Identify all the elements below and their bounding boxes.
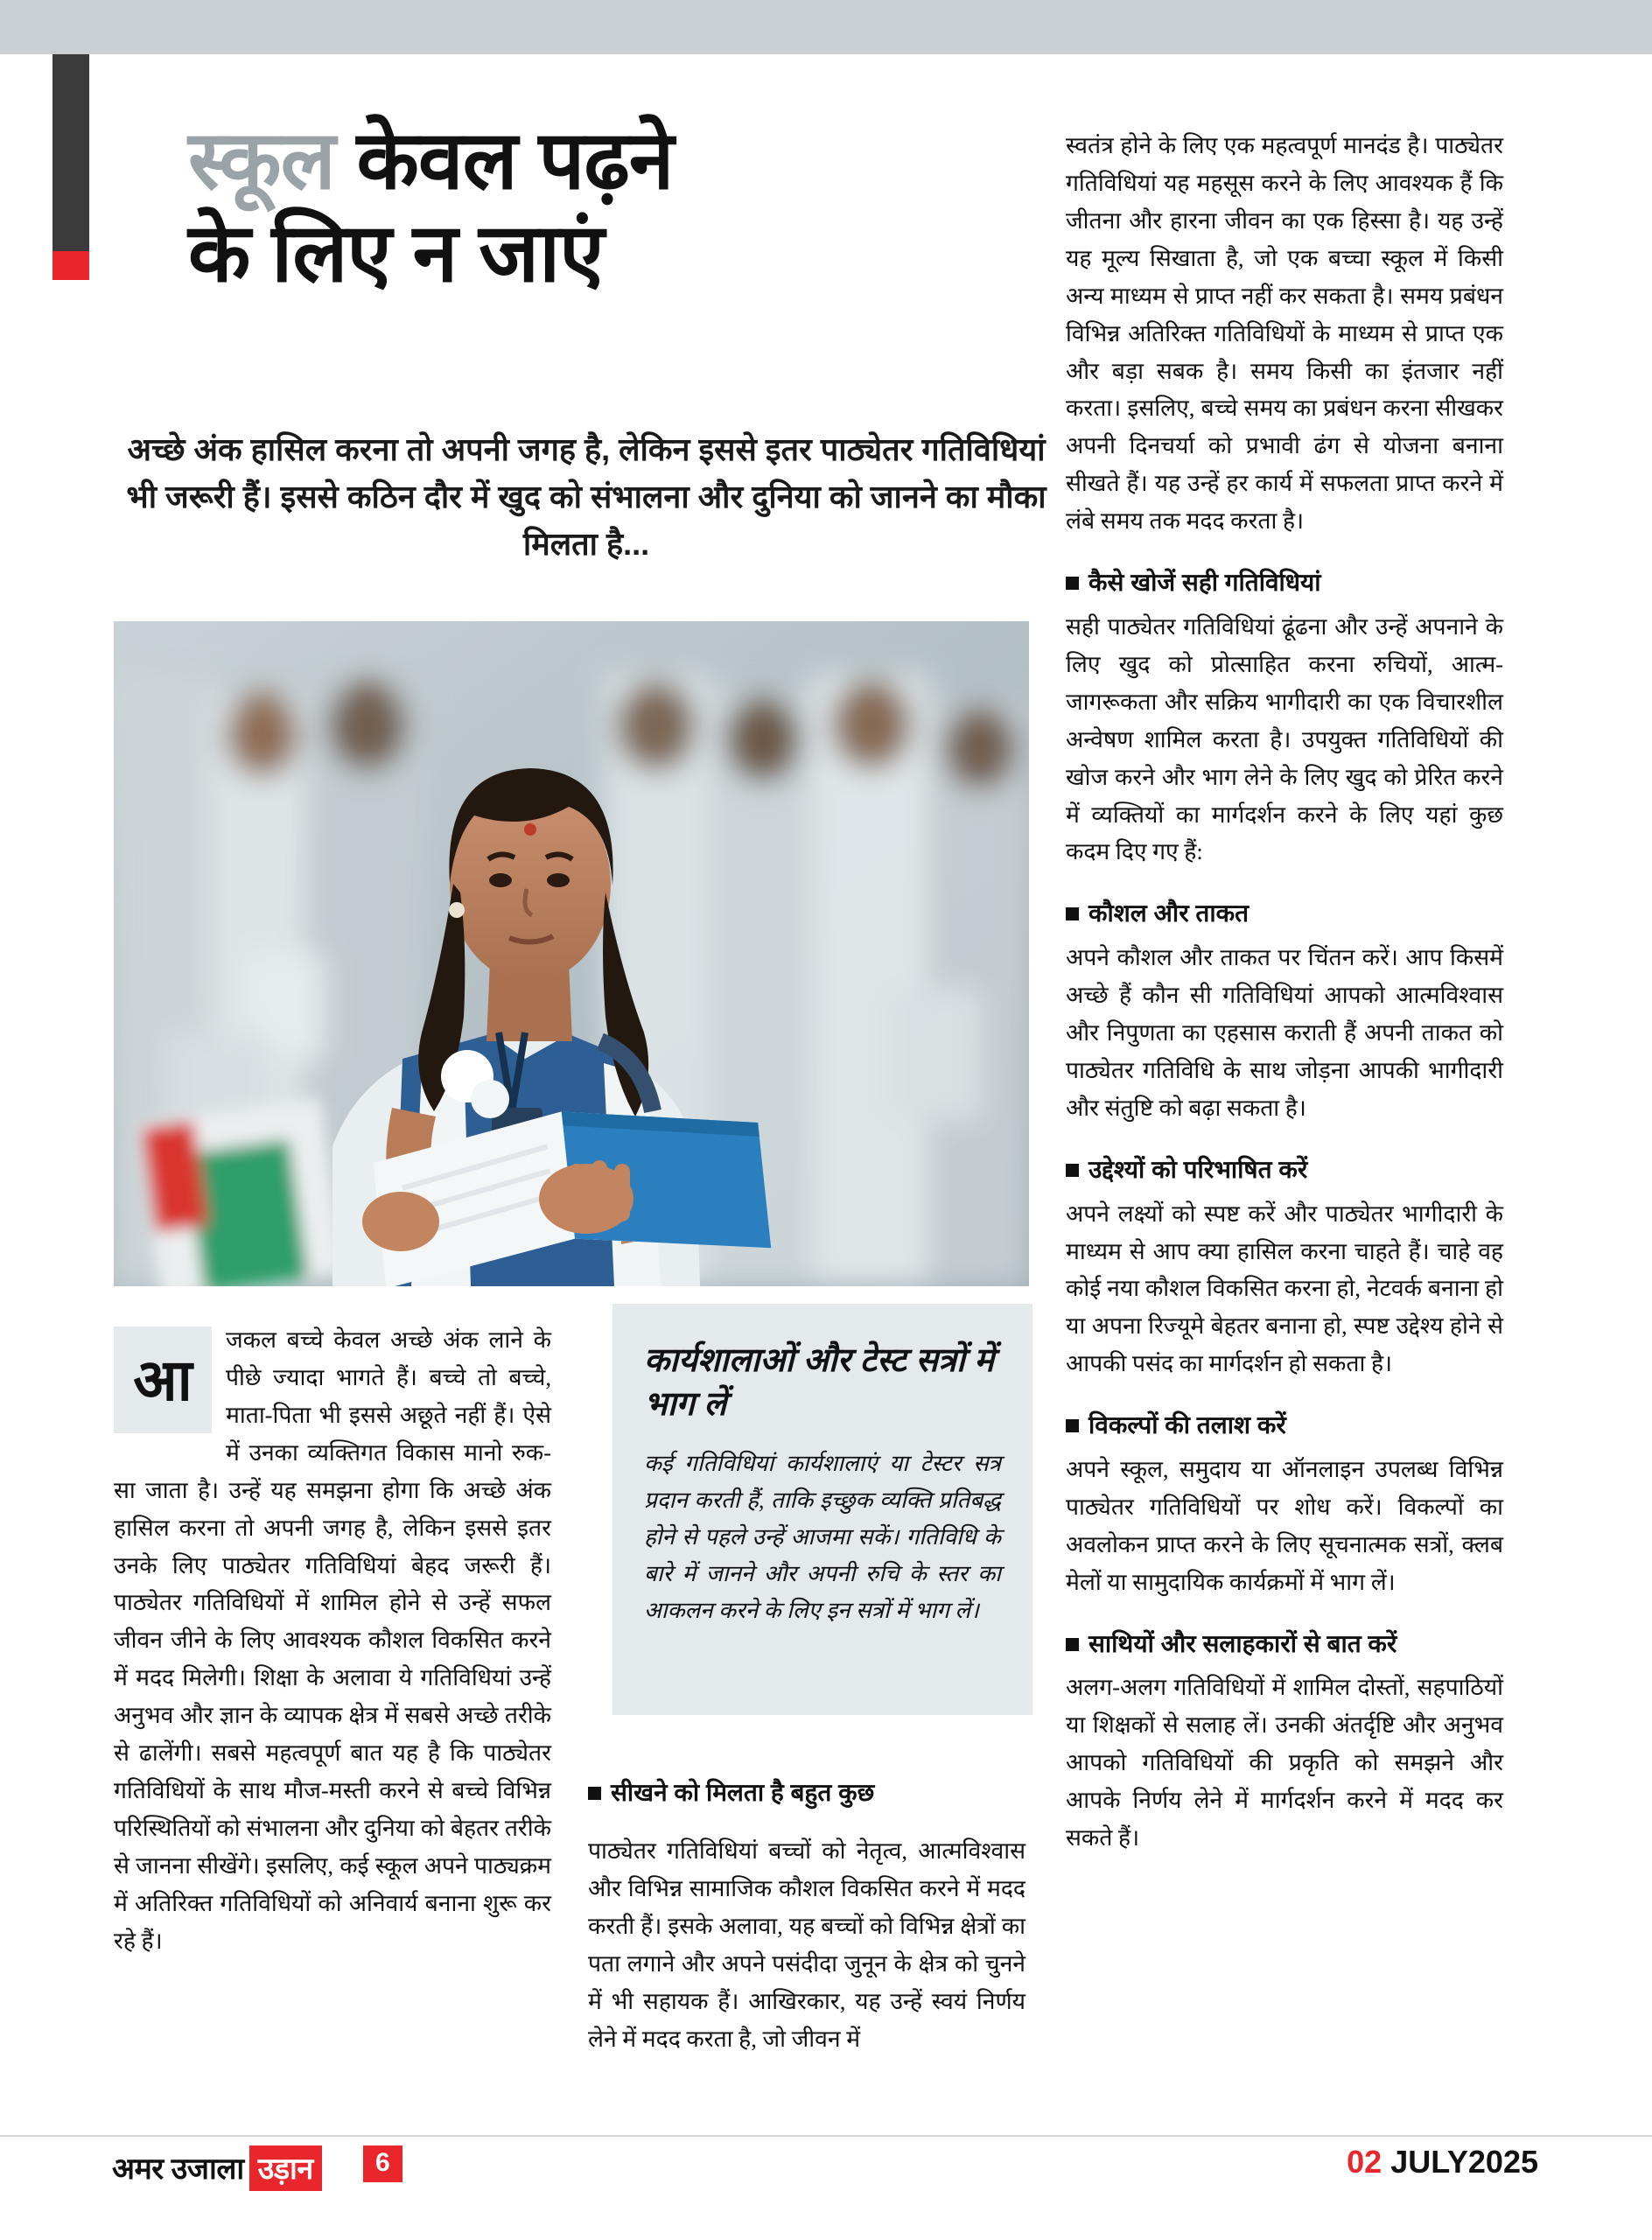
footer-divider xyxy=(0,2135,1652,2137)
headline-line-2: के लिए न जाएं xyxy=(188,207,604,299)
issue-date xyxy=(1347,2144,1538,2180)
photo-illustration xyxy=(114,621,1029,1286)
subheading-talk-to-peers-label: साथियों और सलाहकारों से बात करें xyxy=(1088,1629,1397,1657)
section-define-goals-body: अपने लक्ष्यों को स्पष्ट करें और पाठ्येतर भागीदारी के माध्यम से आप क्या हासिल करना चाहते हैं। चाहे वह कोई नया कौशल विकसित करना हो, नेटवर्क बनाना हो या अपना रिज्यूमे बेहतर बनाना हो, स्पष्ट उद्देश्य होने से आपकी पसंद का मार्गदर्शन हो सकता है। xyxy=(1066,1200,1503,1377)
headline-part-grey: स्कूल xyxy=(188,115,335,206)
article-body-left xyxy=(114,1321,551,1960)
section-tab-label: शिक्षा xyxy=(93,123,120,172)
subheading-define-goals xyxy=(1066,1153,1503,1186)
page-title xyxy=(188,114,1072,299)
subheading-explore-options xyxy=(1066,1409,1503,1442)
issue-date-day: 02 xyxy=(1347,2144,1382,2180)
bullet-square-icon xyxy=(1066,907,1079,920)
subheading-explore-options-label: विकल्पों की तलाश करें xyxy=(1088,1411,1286,1439)
top-grey-bar xyxy=(0,0,1652,54)
drop-cap: आ xyxy=(114,1326,212,1433)
bullet-square-icon xyxy=(1066,1638,1079,1651)
subheading-learning-label: सीखने को मिलता है बहुत कुछ xyxy=(611,1779,875,1806)
subheading-find-activities xyxy=(1066,566,1503,599)
bullet-square-icon xyxy=(1066,577,1079,590)
section-tab xyxy=(52,54,120,251)
subheading-define-goals-label: उद्देश्यों को परिभाषित करें xyxy=(1088,1155,1308,1183)
subheading-skills-strength-label: कौशल और ताकत xyxy=(1088,900,1250,928)
sidebar-body: कई गतिविधियां कार्यशालाएं या टेस्टर सत्र प्रदान करती हैं, ताकि इच्छुक व्यक्ति प्रतिबद्ध होने से पहले उन्हें आजमा सकें। गतिविधि के बारे में जानने और अपनी रुचि के स्तर का आकलन करने के लिए इन सत्रों में भाग लें। xyxy=(644,1451,1001,1624)
section-explore-options-body: अपने स्कूल, समुदाय या ऑनलाइन उपलब्ध विभिन्न पाठ्येतर गतिविधियों पर शोध करें। विकल्पों का अवलोकन प्राप्त करने के लिए सूचनात्मक सत्रों, क्लब मेलों या सामुदायिक कार्यक्रमों में भाग लें। xyxy=(1066,1456,1503,1595)
subheading-learning xyxy=(588,1776,1026,1810)
subheading-talk-to-peers xyxy=(1066,1628,1503,1661)
article-body-right xyxy=(1066,127,1503,1857)
section-tab-accent xyxy=(52,251,89,280)
article-photo xyxy=(114,621,1029,1286)
masthead-logo xyxy=(112,2146,322,2191)
section-find-activities xyxy=(1066,566,1503,871)
sidebar-title: कार्यशालाओं और टेस्ट सत्रों में भाग लें xyxy=(644,1342,995,1424)
section-define-goals xyxy=(1066,1153,1503,1382)
subheading-skills-strength xyxy=(1066,897,1503,930)
article-opening-paragraph: जकल बच्चे केवल अच्छे अंक लाने के पीछे ज्यादा भागते हैं। बच्चे तो बच्चे, माता-पिता भी इससे अछूते नहीं हैं। ऐसे में उनका व्यक्तिगत विकास मानो रुक-सा जाता है। उन्हें यह समझना होगा कि अच्छे अंक हासिल करना तो अपनी जगह है, लेकिन इससे इतर उनके लिए पाठ्येतर गतिविधियां बेहद जरूरी हैं। पाठ्येतर गतिविधियों में शामिल होने से उन्हें सफल जीवन जीने के लिए आवश्यक कौशल विकसित करने में मदद मिलेगी। शिक्षा के अलावा ये गतिविधियां उन्हें अनुभव और ज्ञान के व्यापक क्षेत्र में सबसे अच्छे तरीके से ढालेंगी। सबसे महत्वपूर्ण बात यह है कि पाठ्येतर गतिविधियों के साथ मौज-मस्ती करने से बच्चे विभिन्न परिस्थितियों को संभालना और दुनिया को बेहतर तरीके से जानना सीखेंगे। इसलिए, कई स्कूल अपने पाठ्यक्रम में अतिरिक्त गतिविधियों को अनिवार्य बनाना शुरू कर रहे हैं। xyxy=(114,1326,551,1954)
section-skills-strength-body: अपने कौशल और ताकत पर चिंतन करें। आप किसमें अच्छे हैं कौन सी गतिविधियां आपको आत्मविश्वास और निपुणता का एहसास कराती हैं अपनी ताकत को पाठ्येतर गतिविधि के साथ जोड़ना आपकी भागीदारी और संतुष्टि को बढ़ा सकता है। xyxy=(1066,944,1503,1121)
issue-date-year: 2025 xyxy=(1467,2144,1538,2180)
section-find-activities-body: सही पाठ्येतर गतिविधियां ढूंढना और उन्हें अपनाने के लिए खुद को प्रोत्साहित करना रुचियों, आत्म-जागरूकता और सक्रिय भागीदारी का एक विचारशील अन्वेषण शामिल करता है। उपयुक्त गतिविधियों की खोज करने और भाग लेने के लिए खुद को प्रेरित करने में व्यक्तियों का मार्गदर्शन करने के लिए यहां कुछ कदम दिए गए हैं: xyxy=(1066,612,1503,865)
article-deck: अच्छे अंक हासिल करना तो अपनी जगह है, लेकिन इससे इतर पाठ्येतर गतिविधियां भी जरूरी हैं। इससे कठिन दौर में खुद को संभालना और दुनिया को जानने का मौका मिलता है... xyxy=(126,431,1046,562)
article-body-middle xyxy=(588,1776,1026,2081)
headline-part-rest: केवल पढ़ने xyxy=(334,115,674,206)
supplement-name: उड़ान xyxy=(249,2146,322,2191)
section-skills-strength xyxy=(1066,897,1503,1126)
bullet-square-icon xyxy=(1066,1164,1079,1177)
publication-name: अमर उजाला xyxy=(112,2152,244,2186)
issue-date-month: JULY xyxy=(1390,2144,1468,2180)
section-explore-options xyxy=(1066,1409,1503,1600)
bullet-square-icon xyxy=(1066,1419,1079,1432)
page-number-badge: 6 xyxy=(363,2146,402,2182)
section-talk-to-peers xyxy=(1066,1628,1503,1857)
bullet-square-icon xyxy=(588,1787,601,1800)
right-column-continuation: स्वतंत्र होने के लिए एक महत्वपूर्ण मानदंड है। पाठ्येतर गतिविधियां यह महसूस करने के लिए आवश्यक हैं कि जीतना और हारना जीवन का एक हिस्सा है। यह उन्हें यह मूल्य सिखाता है, जो एक बच्चा स्कूल में किसी अन्य माध्यम से प्राप्त नहीं कर सकता है। समय प्रबंधन विभिन्न अतिरिक्त गतिविधियों के माध्यम से प्राप्त एक और बड़ा सबक है। समय किसी का इंतजार नहीं करता। इसलिए, बच्चे समय का प्रबंधन करना सीखकर अपनी दिनचर्या को प्रभावी ढंग से योजना बनाना सीखते हैं। यह उन्हें हर कार्य में सफलता प्राप्त करने में लंबे समय तक मदद करता है। xyxy=(1066,132,1503,535)
subheading-find-activities-label: कैसे खोजें सही गतिविधियां xyxy=(1088,569,1321,597)
section-talk-to-peers-body: अलग-अलग गतिविधियों में शामिल दोस्तों, सहपाठियों या शिक्षकों से सलाह लें। उनकी अंतर्दृष्टि और अनुभव आपको गतिविधियों की प्रकृति को समझने और आपके निर्णय लेने में मार्गदर्शन करने में मदद कर सकते हैं। xyxy=(1066,1674,1503,1852)
middle-column-paragraph: पाठ्येतर गतिविधियां बच्चों को नेतृत्व, आत्मविश्वास और विभिन्न सामाजिक कौशल विकसित करने में मदद करती हैं। इसके अलावा, यह बच्चों को विभिन्न क्षेत्रों का पता लगाने और अपने पसंदीदा जुनून के क्षेत्र को चुनने में भी सहायक हैं। आखिरकार, यह उन्हें स्वयं निर्णय लेने में मदद करता है, जो जीवन में xyxy=(588,1838,1026,2052)
